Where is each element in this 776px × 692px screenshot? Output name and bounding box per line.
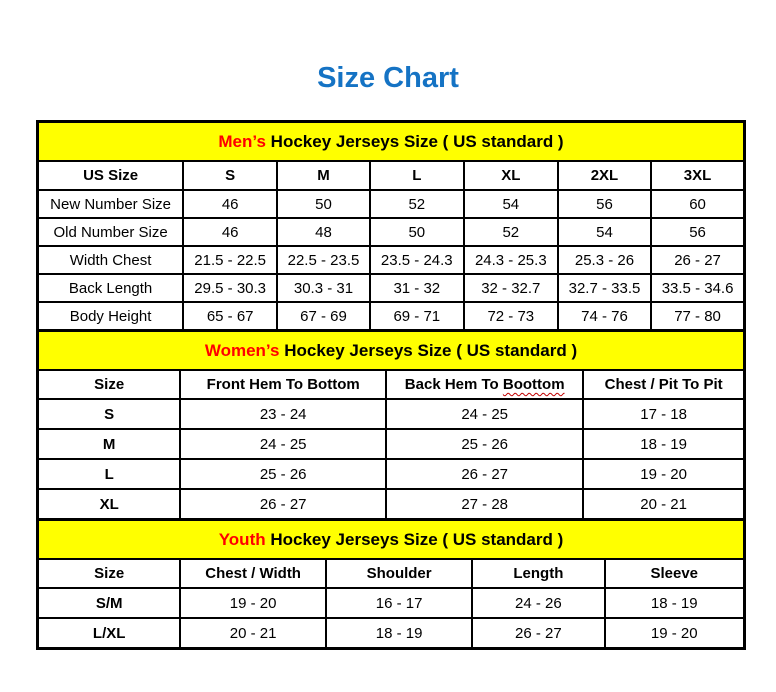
size-value-cell: 26 - 27 bbox=[651, 246, 744, 274]
mens-row-old-number-size bbox=[38, 218, 745, 246]
column-header-size: Size bbox=[38, 559, 181, 588]
size-value-cell: 25 - 26 bbox=[386, 429, 583, 459]
size-value-cell: 21.5 - 22.5 bbox=[183, 246, 277, 274]
size-value-cell: 72 - 73 bbox=[464, 302, 558, 331]
size-value-cell: 26 - 27 bbox=[180, 489, 386, 520]
column-header-xl: XL bbox=[464, 161, 558, 190]
back-hem-label-prefix: Back Hem To bbox=[404, 376, 499, 393]
size-value-cell: 56 bbox=[651, 218, 744, 246]
column-header-2xl: 2XL bbox=[558, 161, 651, 190]
column-header-m: M bbox=[277, 161, 370, 190]
column-header-3xl: 3XL bbox=[651, 161, 744, 190]
size-value-cell: 24 - 25 bbox=[386, 399, 583, 429]
mens-band-highlight: Men’s bbox=[218, 131, 266, 151]
size-value-cell: 25 - 26 bbox=[180, 459, 386, 489]
size-value-cell: 18 - 19 bbox=[326, 618, 472, 649]
mens-row-new-number-size bbox=[38, 190, 745, 218]
womens-row-s bbox=[38, 399, 745, 429]
youth-row-sm bbox=[38, 588, 745, 618]
youth-section-band-row bbox=[38, 520, 745, 560]
row-label: L/XL bbox=[38, 618, 181, 649]
size-value-cell: 54 bbox=[558, 218, 651, 246]
size-value-cell: 19 - 20 bbox=[605, 618, 745, 649]
size-value-cell: 52 bbox=[464, 218, 558, 246]
mens-row-body-height bbox=[38, 302, 745, 331]
size-value-cell: 26 - 27 bbox=[472, 618, 604, 649]
size-value-cell: 26 - 27 bbox=[386, 459, 583, 489]
size-value-cell: 32.7 - 33.5 bbox=[558, 274, 651, 302]
row-label: S/M bbox=[38, 588, 181, 618]
mens-band-text: Hockey Jerseys Size ( US standard ) bbox=[270, 131, 564, 151]
row-label: M bbox=[38, 429, 181, 459]
womens-row-l bbox=[38, 459, 745, 489]
womens-size-table bbox=[36, 329, 746, 521]
column-header-length: Length bbox=[472, 559, 604, 588]
size-value-cell: 46 bbox=[183, 190, 277, 218]
row-label: New Number Size bbox=[38, 190, 184, 218]
size-value-cell: 19 - 20 bbox=[180, 588, 326, 618]
size-value-cell: 22.5 - 23.5 bbox=[277, 246, 370, 274]
row-label: Body Height bbox=[38, 302, 184, 331]
size-value-cell: 24.3 - 25.3 bbox=[464, 246, 558, 274]
row-label: Back Length bbox=[38, 274, 184, 302]
size-value-cell: 18 - 19 bbox=[605, 588, 745, 618]
size-value-cell: 60 bbox=[651, 190, 744, 218]
row-label: Old Number Size bbox=[38, 218, 184, 246]
row-label: XL bbox=[38, 489, 181, 520]
mens-header-row bbox=[38, 161, 745, 190]
column-header-back-hem bbox=[386, 370, 583, 399]
womens-header-row bbox=[38, 370, 745, 399]
womens-section-band bbox=[38, 331, 745, 371]
size-value-cell: 24 - 25 bbox=[180, 429, 386, 459]
row-label: Width Chest bbox=[38, 246, 184, 274]
size-value-cell: 54 bbox=[464, 190, 558, 218]
column-header-front-hem: Front Hem To Bottom bbox=[180, 370, 386, 399]
column-header-chest-pit: Chest / Pit To Pit bbox=[583, 370, 744, 399]
size-value-cell: 56 bbox=[558, 190, 651, 218]
size-value-cell: 65 - 67 bbox=[183, 302, 277, 331]
mens-size-table bbox=[36, 120, 746, 332]
mens-row-back-length bbox=[38, 274, 745, 302]
size-value-cell: 20 - 21 bbox=[180, 618, 326, 649]
size-value-cell: 50 bbox=[370, 218, 464, 246]
size-value-cell: 20 - 21 bbox=[583, 489, 744, 520]
back-hem-misspelled-word: Boottom bbox=[502, 376, 565, 393]
size-value-cell: 29.5 - 30.3 bbox=[183, 274, 277, 302]
size-value-cell: 16 - 17 bbox=[326, 588, 472, 618]
page-title: Size Chart bbox=[317, 62, 459, 94]
size-value-cell: 52 bbox=[370, 190, 464, 218]
mens-row-width-chest bbox=[38, 246, 745, 274]
size-value-cell: 17 - 18 bbox=[583, 399, 744, 429]
size-value-cell: 27 - 28 bbox=[386, 489, 583, 520]
womens-section-band-row bbox=[38, 331, 745, 371]
mens-section-band bbox=[38, 122, 745, 162]
womens-row-m bbox=[38, 429, 745, 459]
youth-band-highlight: Youth bbox=[218, 529, 266, 549]
column-header-s: S bbox=[183, 161, 277, 190]
size-value-cell: 67 - 69 bbox=[277, 302, 370, 331]
column-header-shoulder: Shoulder bbox=[326, 559, 472, 588]
size-value-cell: 30.3 - 31 bbox=[277, 274, 370, 302]
size-value-cell: 32 - 32.7 bbox=[464, 274, 558, 302]
womens-row-xl bbox=[38, 489, 745, 520]
size-value-cell: 25.3 - 26 bbox=[558, 246, 651, 274]
youth-band-text: Hockey Jerseys Size ( US standard ) bbox=[270, 529, 564, 549]
size-value-cell: 33.5 - 34.6 bbox=[651, 274, 744, 302]
size-value-cell: 48 bbox=[277, 218, 370, 246]
column-header-size: Size bbox=[38, 370, 181, 399]
size-value-cell: 18 - 19 bbox=[583, 429, 744, 459]
womens-band-text: Hockey Jerseys Size ( US standard ) bbox=[284, 340, 578, 360]
column-header-sleeve: Sleeve bbox=[605, 559, 745, 588]
size-value-cell: 77 - 80 bbox=[651, 302, 744, 331]
size-value-cell: 31 - 32 bbox=[370, 274, 464, 302]
row-label: S bbox=[38, 399, 181, 429]
column-header-us-size: US Size bbox=[38, 161, 184, 190]
size-value-cell: 74 - 76 bbox=[558, 302, 651, 331]
size-value-cell: 69 - 71 bbox=[370, 302, 464, 331]
size-value-cell: 46 bbox=[183, 218, 277, 246]
youth-header-row bbox=[38, 559, 745, 588]
column-header-chest-width: Chest / Width bbox=[180, 559, 326, 588]
size-value-cell: 50 bbox=[277, 190, 370, 218]
youth-size-table bbox=[36, 518, 746, 650]
size-value-cell: 23.5 - 24.3 bbox=[370, 246, 464, 274]
size-chart-tables bbox=[36, 120, 746, 650]
youth-row-lxl bbox=[38, 618, 745, 649]
size-value-cell: 23 - 24 bbox=[180, 399, 386, 429]
mens-section-band-row bbox=[38, 122, 745, 162]
size-value-cell: 24 - 26 bbox=[472, 588, 604, 618]
size-value-cell: 19 - 20 bbox=[583, 459, 744, 489]
womens-band-highlight: Women’s bbox=[204, 340, 280, 360]
youth-section-band bbox=[38, 520, 745, 560]
column-header-l: L bbox=[370, 161, 464, 190]
row-label: L bbox=[38, 459, 181, 489]
